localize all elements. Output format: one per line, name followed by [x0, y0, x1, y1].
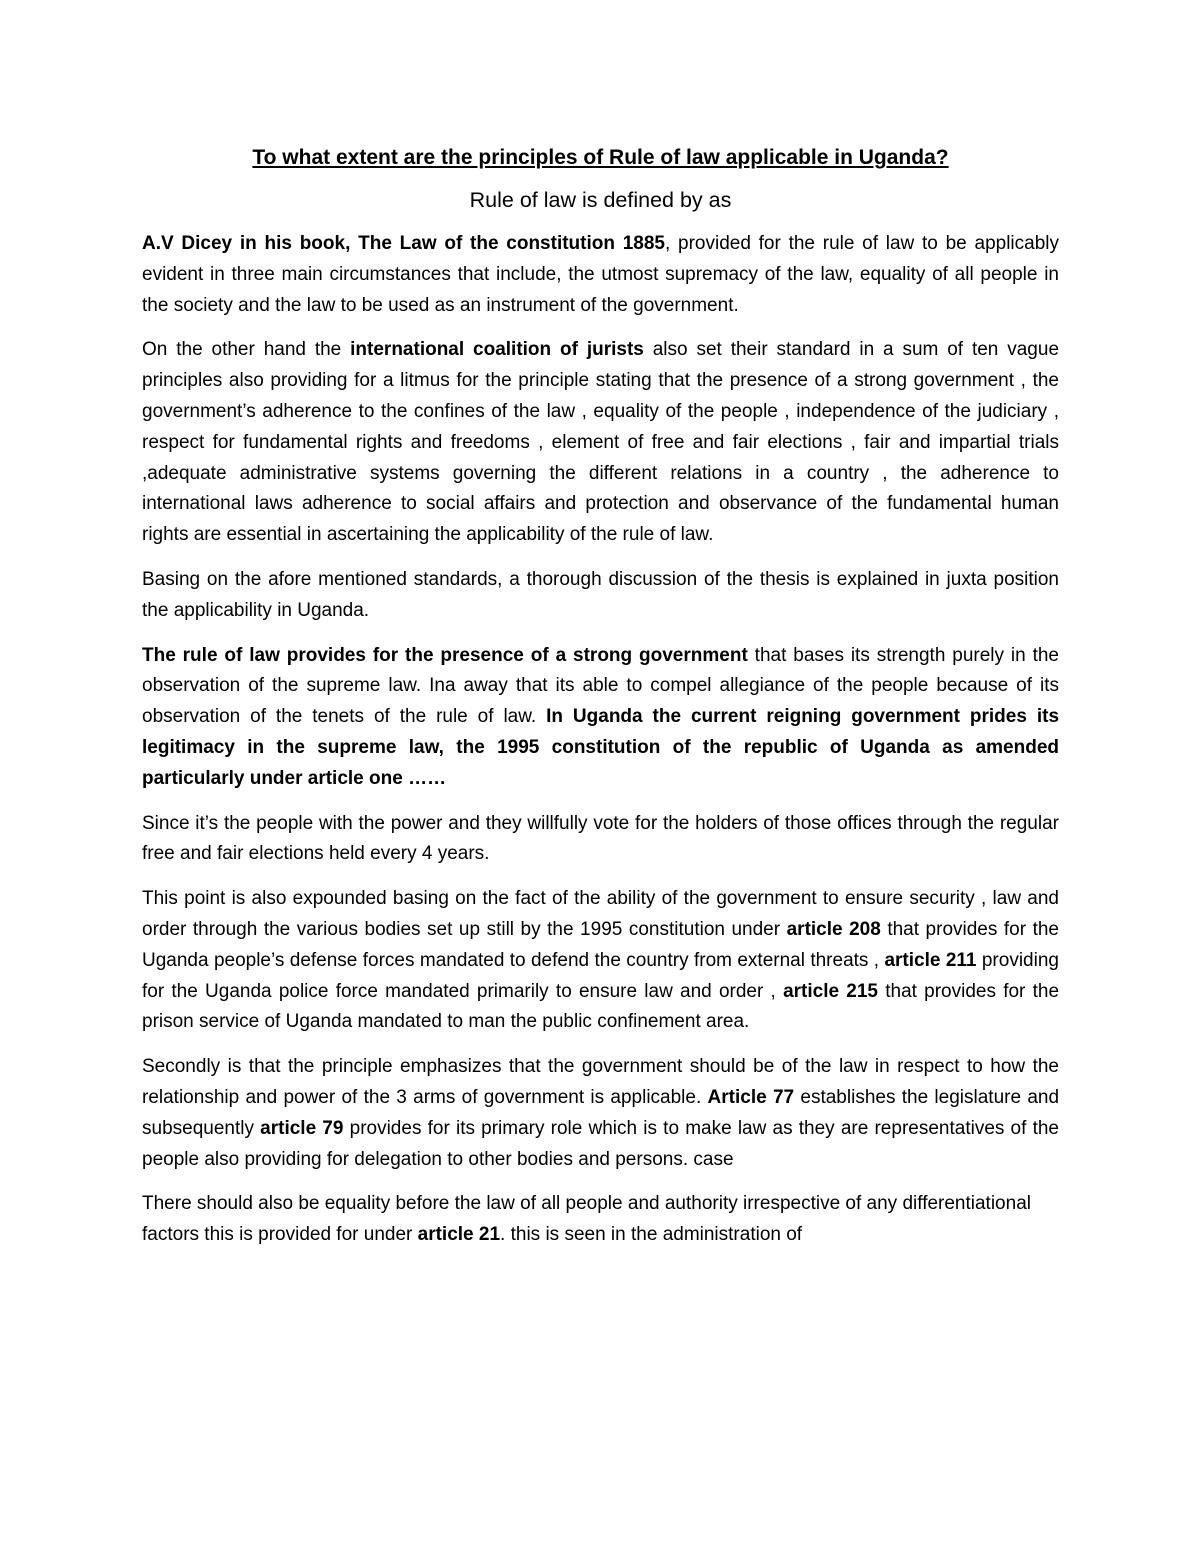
bold-strong-government: The rule of law provides for the presence of a strong government	[142, 644, 748, 666]
bold-article-21: article 21	[417, 1224, 501, 1246]
bold-article-208: article 208	[786, 918, 881, 940]
bold-article-215: article 215	[783, 980, 878, 1002]
bold-uganda-legitimacy: In Uganda the current reigning government prides its legitimacy in the supreme law, the 1995 constitution of the republic of Uganda as amended particularly under article one ……	[142, 706, 1060, 789]
paragraph-dicey: A.V Dicey in his book, The Law of the constitution 1885, provided for the rule of law to be applicably evident in three main circumstances that include, the utmost supremacy of the law, equality of all people in the society and the law to be used as an instrument of the government.	[142, 233, 1059, 316]
paragraph-elections: Since it’s the people with the power and they willfully vote for the holders of those offices through the regular free and fair elections held every 4 years.	[142, 812, 1059, 865]
bold-dicey-reference: A.V Dicey in his book, The Law of the constitution 1885	[142, 233, 665, 254]
bold-article-77: Article 77	[707, 1086, 795, 1108]
document-subtitle: Rule of law is defined by as	[469, 188, 732, 212]
document-body	[142, 143, 1059, 1265]
bold-jurists: international coalition of jurists	[350, 339, 644, 361]
paragraph-standards: Basing on the afore mentioned standards, a thorough discussion of the thesis is explained in juxta position the applicability in Uganda.	[142, 568, 1059, 621]
paragraph-jurists: On the other hand the international coalition of jurists also set their standard in a sum of ten vague principles also providing for a litmus for the principle stating that the presence of a strong government , the government’s adherence to the confines of the law , equality of the people , independence of the judiciary , respect for fundamental rights and freedoms , element of free and fair elections , fair and impartial trials ,adequate administrative systems governing the different relations in a country , the adherence to international laws adherence to social affairs and protection and observance of the fundamental human rights are essential in ascertaining the applicability of the rule of law.	[142, 339, 1060, 546]
paragraph-strong-government: The rule of law provides for the presence of a strong government that bases its strength purely in the observation of the supreme law. Ina away that its able to compel allegiance of the people because of its observation of the tenets of the rule of law. In Uganda the current reigning government prides its legitimacy in the supreme law, the 1995 constitution of the republic of Uganda as amended particularly under article one ……	[142, 644, 1060, 789]
bold-article-79: article 79	[260, 1117, 344, 1139]
paragraph-equality: There should also be equality before the law of all people and authority irrespective of any differentiational factors this is provided for under article 21. this is seen in the administration of	[142, 1193, 1031, 1246]
paragraph-arms-of-government: Secondly is that the principle emphasizes that the government should be of the law in respect to how the relationship and power of the 3 arms of government is applicable. Article 77 establishes the legislature and subsequently article 79 provides for its primary role which is to make law as they are representatives of the people also providing for delegation to other bodies and persons. case	[142, 1056, 1060, 1170]
bold-article-211: article 211	[884, 949, 977, 971]
paragraph-security: This point is also expounded basing on the fact of the ability of the government to ensure security , law and order through the various bodies set up still by the 1995 constitution under article 208 that provides for the Uganda people’s defense forces mandated to defend the country from external threats , article 211 providing for the Uganda police force mandated primarily to ensure law and order , article 215 that provides for the prison service of Uganda mandated to man the public confinement area.	[142, 888, 1060, 1033]
document-title: To what extent are the principles of Rule of law applicable in Uganda?	[252, 146, 949, 169]
